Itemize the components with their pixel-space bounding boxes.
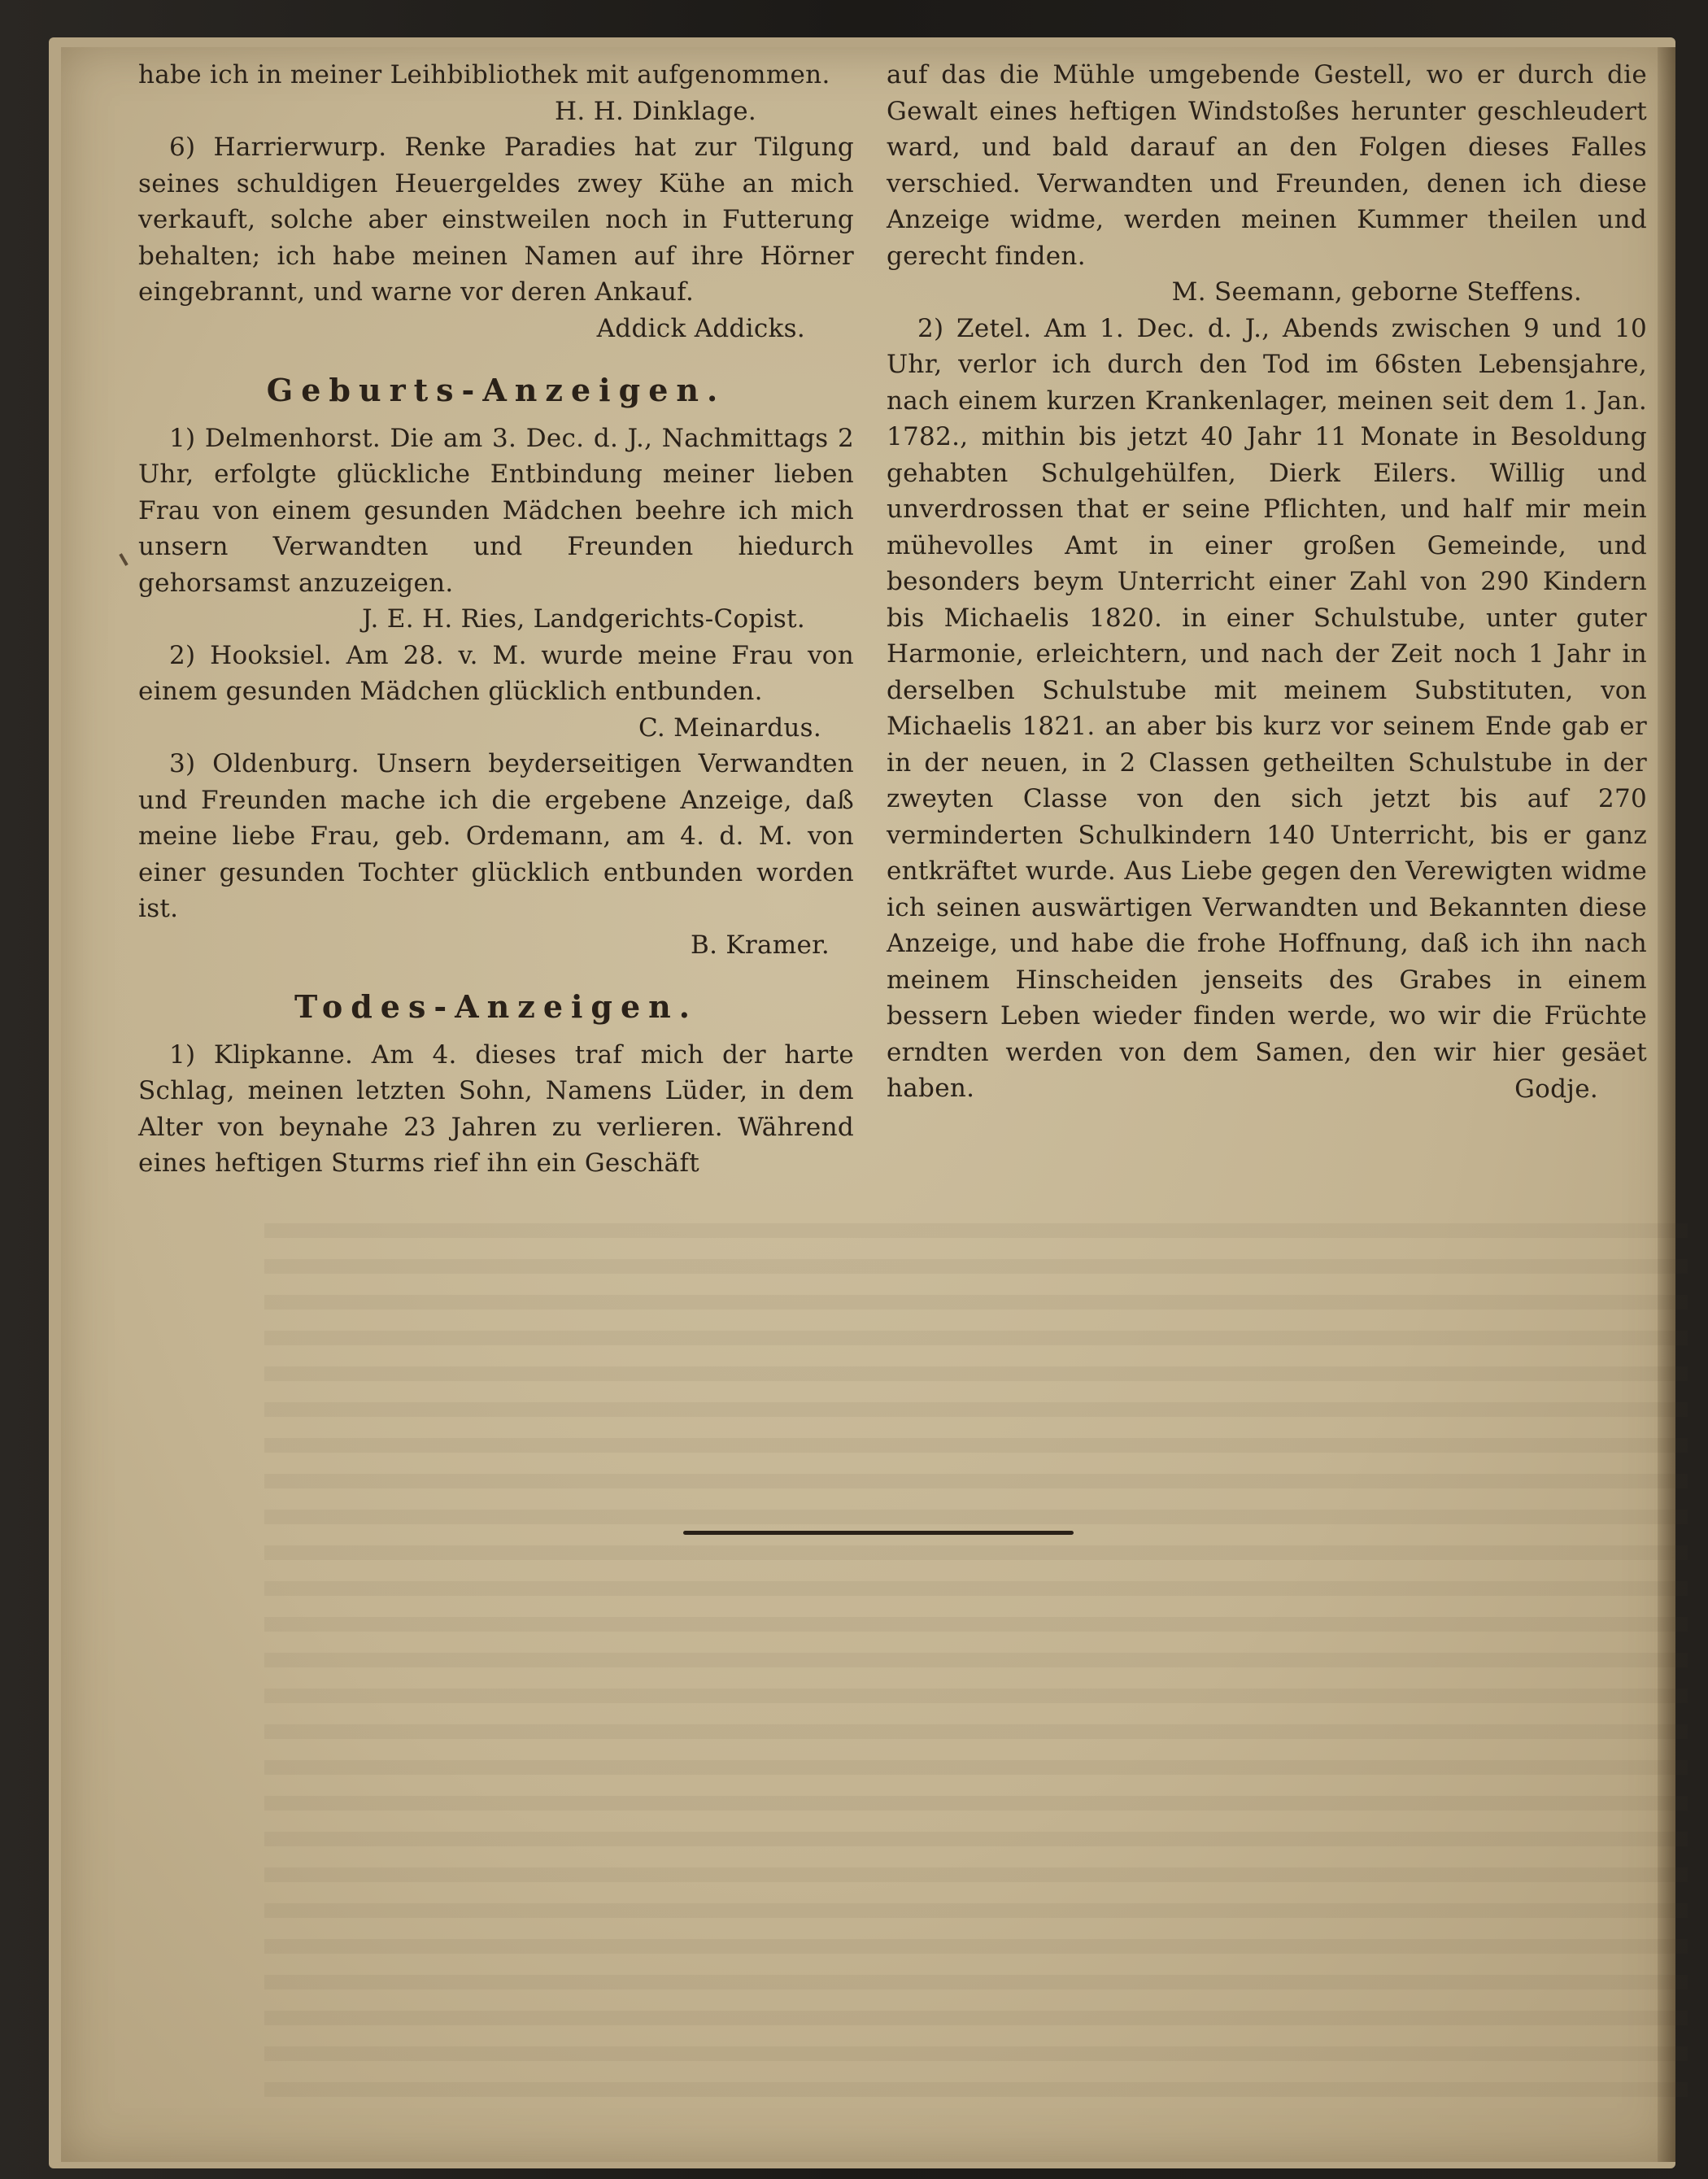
signature-godje: Godje. xyxy=(1514,1074,1598,1104)
birth-oldenburg: 3) Oldenburg. Unsern beyderseitigen Verwandten und Freunden mache ich die ergebene Anzeige, daß meine liebe Frau, geb. Ordemann, am 4. d. M. von einer gesunden Tochter glücklich entbunden worden ist. xyxy=(138,749,854,923)
birth-hooksiel: 2) Hooksiel. Am 28. v. M. wurde meine Frau von einem gesunden Mädchen glücklich entbunden. xyxy=(138,640,854,706)
right-column xyxy=(887,57,1647,1107)
signature-kramer: B. Kramer. xyxy=(691,930,830,960)
binding-shadow xyxy=(1658,47,1675,2162)
birth-delmenhorst: 1) Delmenhorst. Die am 3. Dec. d. J., Nachmittags 2 Uhr, erfolgte glückliche Entbindung meiner lieben Frau von einem gesunden Mädchen beehre ich mich unsern Verwandten und Freunden hiedurch gehorsamst anzuzeigen. xyxy=(138,423,854,598)
notice-harrierwurp: 6) Harrierwurp. Renke Paradies hat zur Tilgung seines schuldigen Heuergeldes zwey Kühe an mich verkauft, solche aber einstweilen noch in Futterung behalten; ich habe meinen Namen auf ihre Hörner eingebrannt, und warne vor deren Ankauf. xyxy=(138,133,854,307)
signature-meinardus: C. Meinardus. xyxy=(638,713,821,743)
death-zetel: 2) Zetel. Am 1. Dec. d. J., Abends zwischen 9 und 10 Uhr, verlor ich durch den Tod im 66sten Lebensjahre, nach einem kurzen Krankenlager, meinen seit dem 1. Jan. 1782., mithin bis jetzt 40 Jahr 11 Monate in Besoldung gehabten Schulgehülfen, Dierk Eilers. Willig und unverdrossen that er seine Pflichten, und half mir mein mühevolles Amt in einer großen Gemeinde, und besonders beym Unterricht einer Zahl von 290 Kindern bis Michaelis 1820. in einer Schulstube, unter guter Harmonie, erleichtern, und nach der Zeit noch 1 Jahr in derselben Schulstube mit meinem Substituten, von Michaelis 1821. an aber bis kurz vor seinem Ende gab er in der neuen, in 2 Classen getheilten Schulstube in der zweyten Classe von den sich jetzt bis auf 270 verminderten Schulkindern 140 Unterricht, bis er ganz entkräftet wurde. Aus Liebe gegen den Verewigten widme ich seinen auswärtigen Verwandten und Bekannten diese Anzeige, und habe die frohe Hoffnung, daß ich ihn nach meinem Hinscheiden jenseits des Grabes in einem bessern Leben wieder finden werde, wo wir die Früchte erndten werden von dem Samen, den wir hier gesäet haben. xyxy=(887,313,1647,1103)
intro-line: habe ich in meiner Leihbibliothek mit aufgenommen. xyxy=(138,60,830,89)
death-klipkanne: 1) Klipkanne. Am 4. dieses traf mich der harte Schlag, meinen letzten Sohn, Namens Lüder, in dem Alter von beynahe 23 Jahren zu verlieren. Während eines heftigen Sturms rief ihn ein Geschäft xyxy=(138,1039,854,1178)
bleed-through-shadow xyxy=(264,1202,1688,2097)
death-announcements-heading: Todes-Anzeigen. xyxy=(294,988,699,1025)
death-klipkanne-continued: auf das die Mühle umgebende Gestell, wo er durch die Gewalt eines heftigen Windstoßes herunter geschleudert ward, und bald darauf an den Folgen dieses Falles verschied. Verwandten und Freunden, denen ich diese Anzeige widme, werden meinen Kummer theilen und gerecht finden. xyxy=(887,60,1647,271)
signature-addicks: Addick Addicks. xyxy=(596,313,805,343)
signature-ries: J. E. H. Ries, Landgerichts-Copist. xyxy=(362,604,805,634)
signature-seemann: M. Seemann, geborne Steffens. xyxy=(1171,277,1582,307)
section-divider-rule xyxy=(683,1531,1074,1535)
birth-announcements-heading: Geburts-Anzeigen. xyxy=(266,372,726,408)
intro-signature: H. H. Dinklage. xyxy=(555,96,756,126)
left-column xyxy=(138,57,854,1182)
